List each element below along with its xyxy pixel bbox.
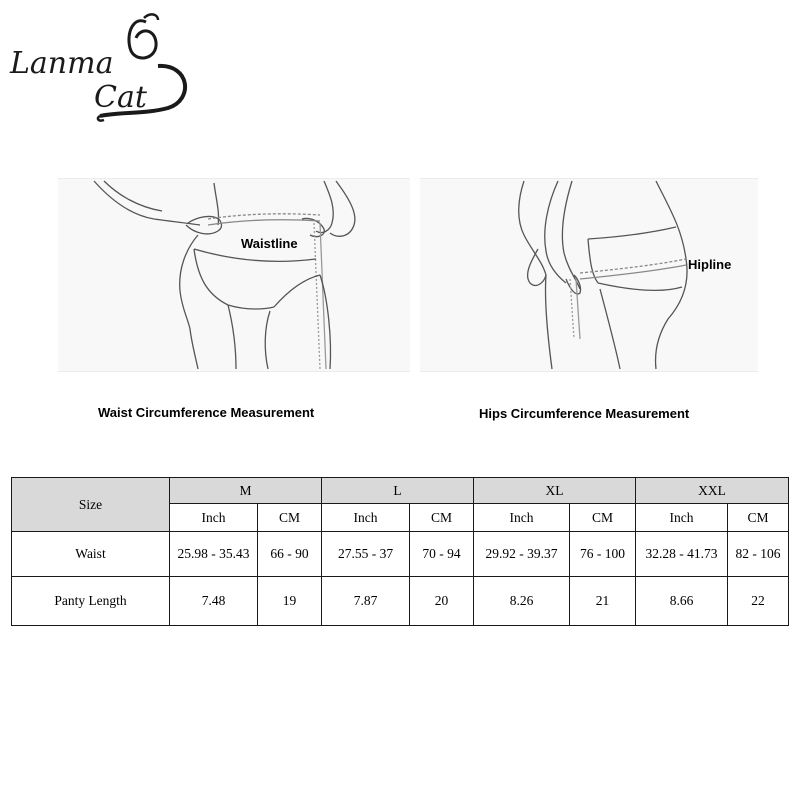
unit-inch: Inch (636, 504, 728, 532)
size-header-xl: XL (474, 478, 636, 504)
logo-text-lanma: Lanma (10, 46, 114, 81)
brand-logo (8, 8, 193, 123)
unit-cm: CM (258, 504, 322, 532)
table-cell: 19 (258, 577, 322, 626)
logo-text-cat: Cat (94, 80, 147, 115)
hips-body-drawing (420, 179, 758, 371)
unit-inch: Inch (170, 504, 258, 532)
unit-inch: Inch (322, 504, 410, 532)
size-corner-header: Size (12, 478, 170, 532)
table-cell: 70 - 94 (410, 532, 474, 577)
table-cell: 27.55 - 37 (322, 532, 410, 577)
hipline-label: Hipline (688, 257, 732, 272)
table-cell: 7.48 (170, 577, 258, 626)
size-header-xxl: XXL (636, 478, 789, 504)
table-cell: 32.28 - 41.73 (636, 532, 728, 577)
waist-illustration (58, 178, 410, 372)
waist-caption: Waist Circumference Measurement (98, 405, 315, 420)
unit-cm: CM (728, 504, 789, 532)
table-cell: 8.26 (474, 577, 570, 626)
size-header-l: L (322, 478, 474, 504)
hips-illustration (420, 178, 758, 372)
table-row-panty-length (12, 577, 789, 626)
unit-cm: CM (570, 504, 636, 532)
table-cell: 66 - 90 (258, 532, 322, 577)
row-label-panty-length: Panty Length (12, 577, 170, 626)
table-cell: 25.98 - 35.43 (170, 532, 258, 577)
table-cell: 20 (410, 577, 474, 626)
table-cell: 22 (728, 577, 789, 626)
table-row-waist (12, 532, 789, 577)
waist-body-drawing (58, 179, 410, 371)
unit-inch: Inch (474, 504, 570, 532)
table-cell: 8.66 (636, 577, 728, 626)
hips-caption: Hips Circumference Measurement (479, 406, 690, 421)
row-label-waist: Waist (12, 532, 170, 577)
table-cell: 29.92 - 39.37 (474, 532, 570, 577)
unit-cm: CM (410, 504, 474, 532)
size-header-row (12, 478, 789, 504)
table-cell: 21 (570, 577, 636, 626)
size-header-m: M (170, 478, 322, 504)
table-cell: 76 - 100 (570, 532, 636, 577)
table-cell: 7.87 (322, 577, 410, 626)
table-cell: 82 - 106 (728, 532, 789, 577)
waistline-label: Waistline (241, 236, 298, 251)
size-chart-table (11, 477, 789, 626)
